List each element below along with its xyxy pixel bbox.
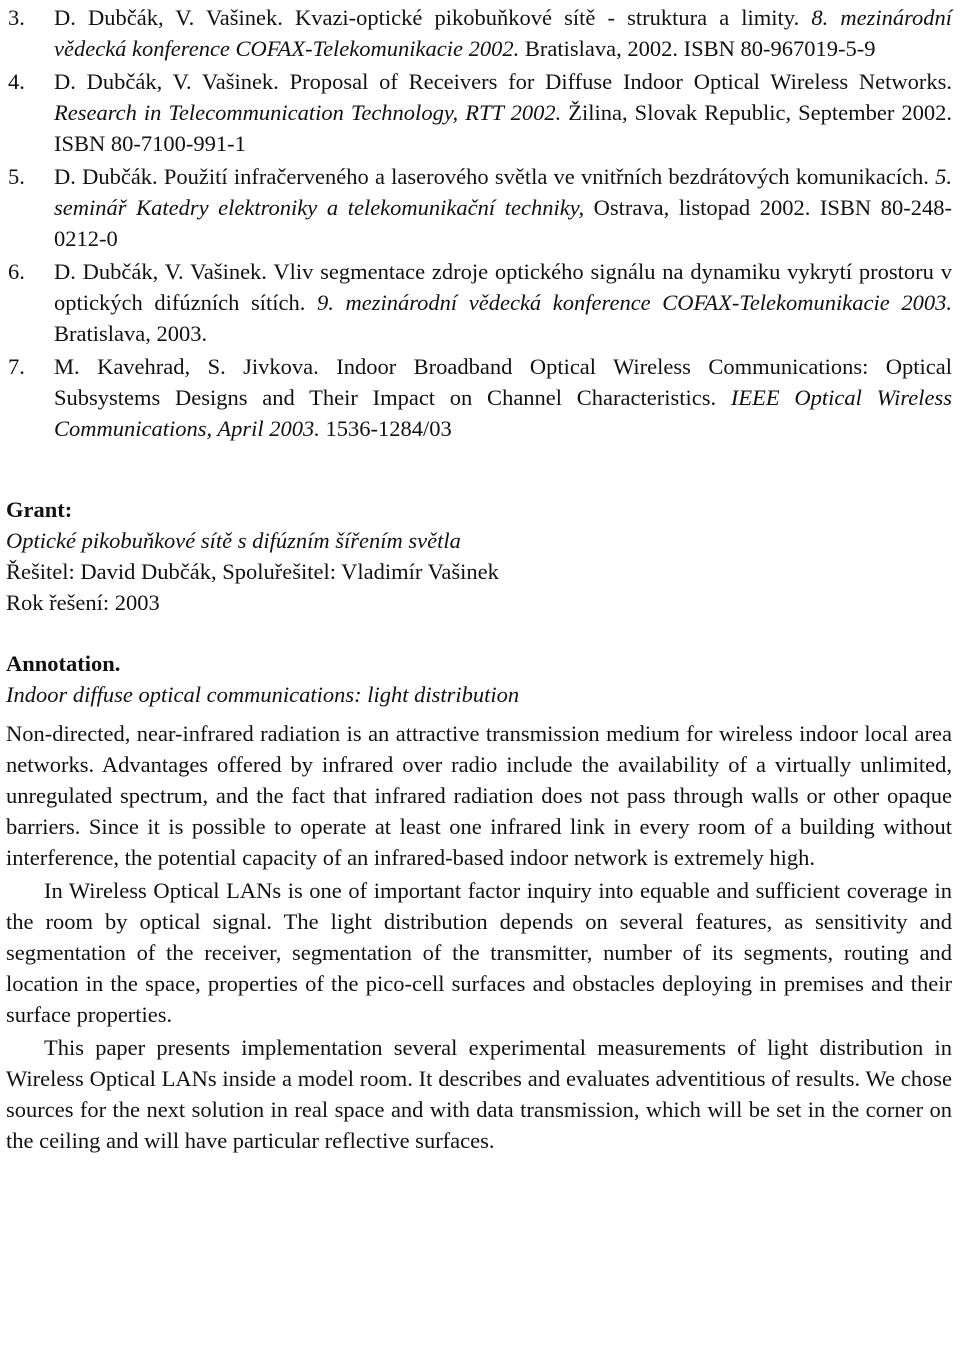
reference-venue: 8. mezinárodní vědecká konference COFAX-Telekomunikacie 2002. [54, 5, 953, 61]
reference-text: Žilina, Slovak Republic, September 2002. ISBN 80-7100-991-1 [54, 100, 952, 156]
reference-item [6, 2, 952, 64]
section-spacer [6, 446, 952, 494]
reference-number: 4. [8, 69, 25, 94]
grant-title: Optické pikobuňkové sítě s difúzním šířením světla [6, 528, 461, 553]
reference-text: Bratislava, 2003. [54, 321, 208, 346]
reference-item [6, 66, 952, 159]
section-spacer [6, 618, 952, 648]
annotation-paragraph: Non-directed, near-infrared radiation is an attractive transmission medium for wireless indoor local area networks. Advantages offered by infrared over radio include the availability of a virtually unlimited, unregulated spectrum, and the fact that infrared radiation does not pass through walls or other opaque barriers. Since it is possible to operate at least one infrared link in every room of a building without interference, the potential capacity of an infrared-based indoor network is extremely high. [6, 721, 952, 870]
reference-text: D. Dubčák, V. Vašinek. Proposal of Receivers for Diffuse Indoor Optical Wireless Networks. [54, 69, 952, 94]
reference-text: M. Kavehrad, S. Jivkova. Indoor Broadband Optical Wireless Communications: Optical Subsystems Designs and Their Impact on Channel Characteristics. [54, 354, 952, 410]
reference-number: 3. [8, 5, 25, 30]
reference-venue: 5. seminář Katedry elektroniky a telekomunikační techniky, [54, 164, 952, 220]
reference-item [6, 161, 952, 254]
reference-number: 7. [8, 354, 25, 379]
reference-text: D. Dubčák, V. Vašinek. Vliv segmentace zdroje optického signálu na dynamiku vykrytí prostoru v optických difúzních sítích. [54, 259, 952, 315]
annotation-paragraph: In Wireless Optical LANs is one of important factor inquiry into equable and sufficient coverage in the room by optical signal. The light distribution depends on several features, as sensitivity and segmentation of the receiver, segmentation of the transmitter, number of its segments, routing and location in the space, properties of the pico-cell surfaces and obstacles deploying in premises and their surface properties. [6, 878, 952, 1027]
annotation-subtitle: Indoor diffuse optical communications: light distribution [6, 682, 520, 707]
reference-venue: 9. mezinárodní vědecká konference COFAX-Telekomunikacie 2003. [316, 290, 952, 315]
reference-venue: Research in Telecommunication Technology, RTT 2002. [54, 100, 562, 125]
reference-item [6, 351, 952, 444]
grant-year: Rok řešení: 2003 [6, 590, 160, 615]
reference-text: 1536-1284/03 [319, 416, 452, 441]
grant-section [6, 494, 952, 618]
grant-solvers: Řešitel: David Dubčák, Spoluřešitel: Vladimír Vašinek [6, 559, 499, 584]
annotation-section [6, 648, 952, 1156]
reference-text: Ostrava, listopad 2002. ISBN 80-248-0212-0 [54, 195, 952, 251]
reference-list [6, 2, 952, 444]
reference-text: D. Dubčák, V. Vašinek. Kvazi-optické pikobuňkové sítě - struktura a limity. [54, 5, 812, 30]
reference-number: 5. [8, 164, 25, 189]
reference-text: D. Dubčák. Použití infračerveného a laserového světla ve vnitřních bezdrátových komunikacích. [54, 164, 936, 189]
grant-heading: Grant: [6, 497, 73, 522]
reference-venue: IEEE Optical Wireless Communications, April 2003. [54, 385, 953, 441]
annotation-heading: Annotation. [6, 651, 121, 676]
annotation-paragraph: This paper presents implementation several experimental measurements of light distribution in Wireless Optical LANs inside a model room. It describes and evaluates adventitious of results. We chose sources for the next solution in real space and with data transmission, which will be set in the corner on the ceiling and will have particular reflective surfaces. [6, 1035, 952, 1153]
reference-text: Bratislava, 2002. ISBN 80-967019-5-9 [519, 36, 876, 61]
reference-item [6, 256, 952, 349]
reference-number: 6. [8, 259, 25, 284]
